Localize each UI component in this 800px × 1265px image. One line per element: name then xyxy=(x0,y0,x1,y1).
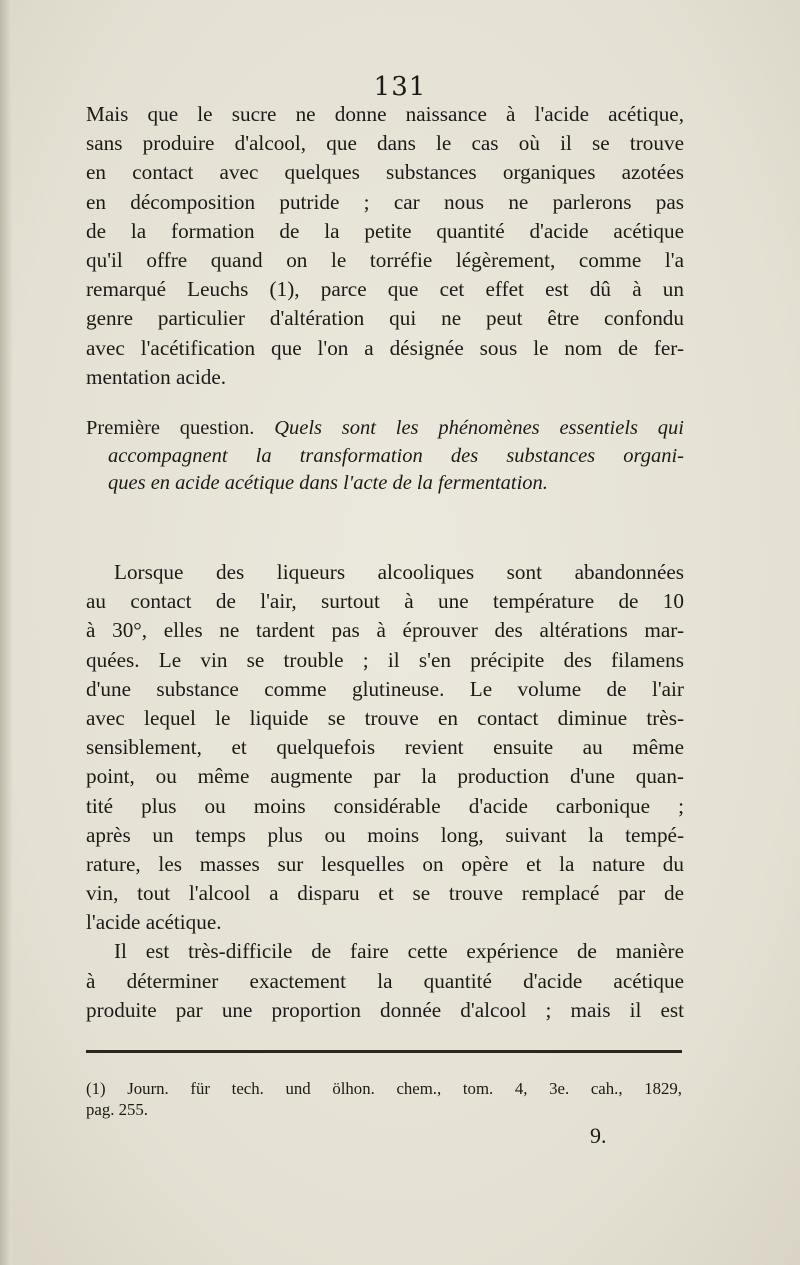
text-line: mentation acide. xyxy=(86,364,227,389)
text-line: après un temps plus ou moins long, suivant la tempé- xyxy=(86,822,684,847)
page-gutter xyxy=(0,0,12,1265)
question-label: Première question. xyxy=(86,417,255,439)
text-line: rature, les masses sur lesquelles on opère et la nature du xyxy=(86,851,684,876)
question-line-2: accompagnent la transformation des substances organi- xyxy=(108,444,684,467)
text-line: Lorsque des liqueurs alcooliques sont abandonnées xyxy=(114,560,684,584)
text-line: l'acide acétique. xyxy=(86,910,222,935)
text-line: genre particulier d'altération qui ne peut être confondu xyxy=(86,306,684,331)
text-line: Il est très-difficile de faire cette expérience de manière xyxy=(114,939,684,964)
text-line: d'une substance comme glutineuse. Le volume de l'air xyxy=(86,676,684,701)
text-line: en décomposition putride ; car nous ne parlerons pas xyxy=(86,189,684,214)
text-line: Mais que le sucre ne donne naissance à l'acide acétique, xyxy=(86,102,684,126)
question-line-3: ques en acide acétique dans l'acte de la fermentation. xyxy=(108,472,548,494)
text-line: remarqué Leuchs (1), parce que cet effet est dû à un xyxy=(86,277,684,302)
text-line: de la formation de la petite quantité d'acide acétique xyxy=(86,218,684,243)
text-line: produite par une proportion donnée d'alcool ; mais il est xyxy=(86,997,684,1022)
footnote xyxy=(86,1078,682,1120)
signature-mark: 9. xyxy=(590,1123,607,1148)
question-line-1 xyxy=(86,415,684,443)
text-line: à déterminer exactement la quantité d'acide acétique xyxy=(86,968,684,993)
paragraph-1 xyxy=(86,100,684,392)
footnote-line: (1) Journ. für tech. und ölhon. chem., tom. 4, 3e. cah., 1829, xyxy=(86,1079,682,1098)
question-heading xyxy=(86,415,684,498)
text-line: vin, tout l'alcool a disparu et se trouve remplacé par de xyxy=(86,881,684,906)
text-line: au contact de l'air, surtout à une température de 10 xyxy=(86,589,684,614)
footnote-line: pag. 255. xyxy=(86,1100,148,1119)
text-line: en contact avec quelques substances organiques azotées xyxy=(86,160,684,185)
text-line: qu'il offre quand on le torréfie légèrement, comme l'a xyxy=(86,247,684,272)
text-line: avec l'acétification que l'on a désignée sous le nom de fer- xyxy=(86,335,684,360)
page-number: 131 xyxy=(373,72,427,102)
text-line: quées. Le vin se trouble ; il s'en précipite des filamens xyxy=(86,647,684,672)
text-line: point, ou même augmente par la production d'une quan- xyxy=(86,764,684,789)
footnote-rule xyxy=(86,1050,682,1053)
paragraph-2 xyxy=(86,558,684,1025)
text-line: à 30°, elles ne tardent pas à éprouver des altérations mar- xyxy=(86,618,684,643)
text-line: sans produire d'alcool, que dans le cas où il se trouve xyxy=(86,131,684,156)
text-line: sensiblement, et quelquefois revient ensuite au même xyxy=(86,735,684,760)
question-text: Quels sont les phénomènes essentiels qui xyxy=(274,417,685,439)
text-line: tité plus ou moins considérable d'acide carbonique ; xyxy=(86,793,684,818)
text-line: avec lequel le liquide se trouve en contact diminue très- xyxy=(86,705,684,730)
